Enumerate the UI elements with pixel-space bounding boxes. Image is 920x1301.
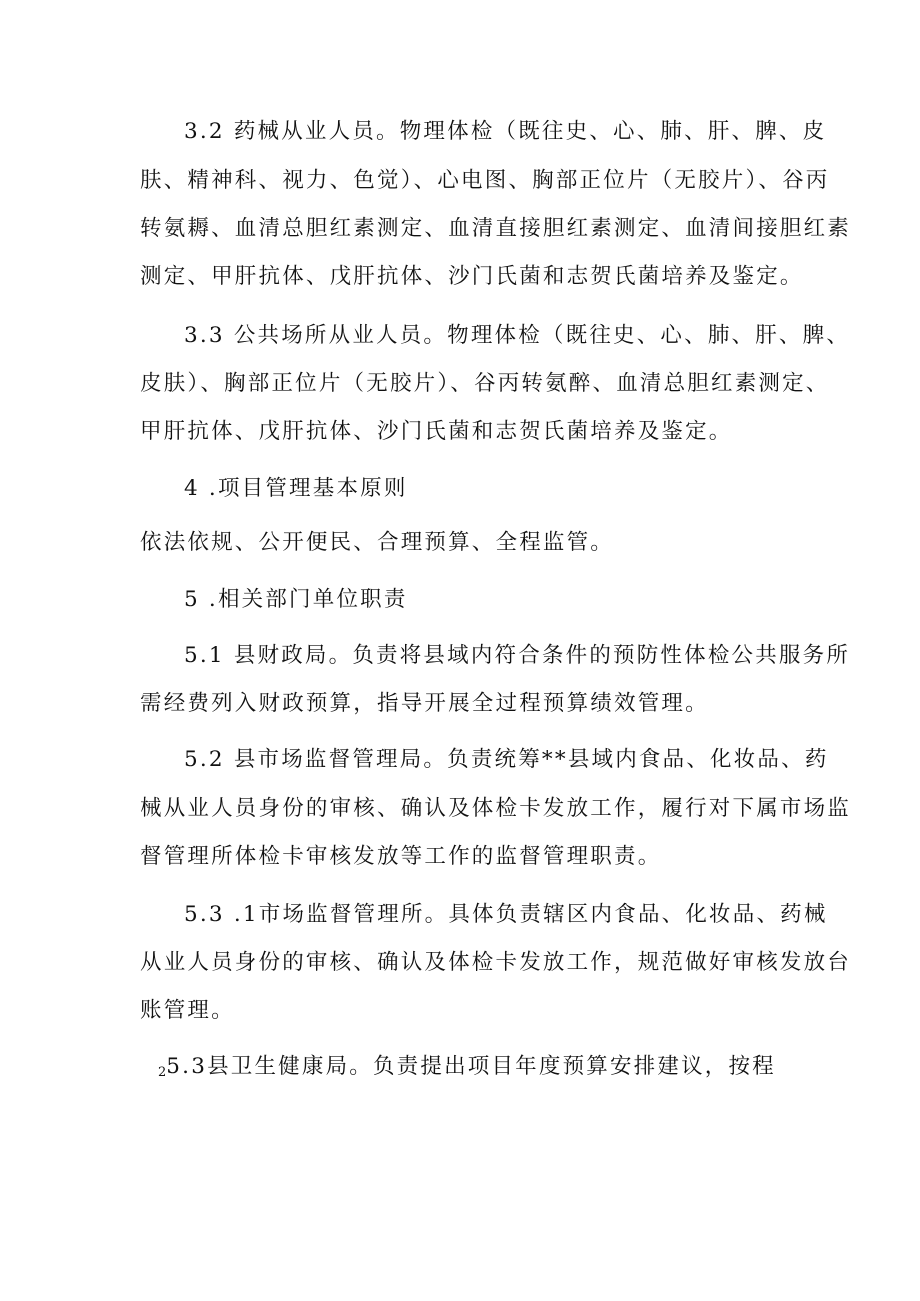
paragraph-5-3b-prefix: 2: [158, 1065, 167, 1080]
paragraph-3-2-line-1: 3.2 药械从业人员。物理体检（既往史、心、肺、肝、脾、皮: [184, 119, 827, 144]
paragraph-5-1-line-1: 5.1 县财政局。负责将县域内符合条件的预防性体检公共服务所: [184, 643, 851, 668]
paragraph-5-3-line-3: 账管理。: [140, 998, 235, 1023]
paragraph-5-2-line-2: 械从业人员身份的审核、确认及体检卡发放工作，履行对下属市场监: [140, 796, 852, 821]
paragraph-3-3-line-3: 甲肝抗体、戊肝抗体、沙门氏菌和志贺氏菌培养及鉴定。: [140, 419, 733, 444]
paragraph-5-2-line-1: 5.2 县市场监督管理局。负责统筹**县域内食品、化妆品、药: [184, 747, 829, 772]
section-4-heading: 4 .项目管理基本原则: [184, 476, 408, 501]
paragraph-3-3-line-2: 皮肤）、胸部正位片（无胶片）、谷丙转氨醉、血清总胆红素测定、: [140, 371, 830, 396]
paragraph-5-3-line-2: 从业人员身份的审核、确认及体检卡发放工作，规范做好审核发放台: [140, 950, 852, 975]
paragraph-3-2-line-2: 肤、精神科、视力、色觉）、心电图、胸部正位片（无胶片）、谷丙: [140, 168, 830, 193]
section-4-body: 依法依规、公开便民、合理预算、全程监管。: [140, 530, 615, 555]
paragraph-3-2-line-4: 测定、甲肝抗体、戊肝抗体、沙门氏菌和志贺氏菌培养及鉴定。: [140, 264, 804, 289]
paragraph-3-3-line-1: 3.3 公共场所从业人员。物理体检（既往史、心、肺、肝、脾、: [184, 323, 851, 348]
section-5-heading: 5 .相关部门单位职责: [184, 587, 408, 612]
paragraph-5-1-line-2: 需经费列入财政预算，指导开展全过程预算绩效管理。: [140, 691, 709, 716]
paragraph-5-3-line-1: 5.3 .1市场监督管理所。具体负责辖区内食品、化妆品、药械: [184, 902, 828, 927]
paragraph-5-2-line-3: 督管理所体检卡审核发放等工作的监督管理职责。: [140, 844, 662, 869]
paragraph-3-2-line-3: 转氨耨、血清总胆红素测定、血清直接胆红素测定、血清间接胆红素: [140, 216, 852, 241]
paragraph-5-3b-line-1: [158, 1052, 776, 1088]
paragraph-5-3b-text: 5.3县卫生健康局。负责提出项目年度预算安排建议，按程: [166, 1054, 776, 1079]
